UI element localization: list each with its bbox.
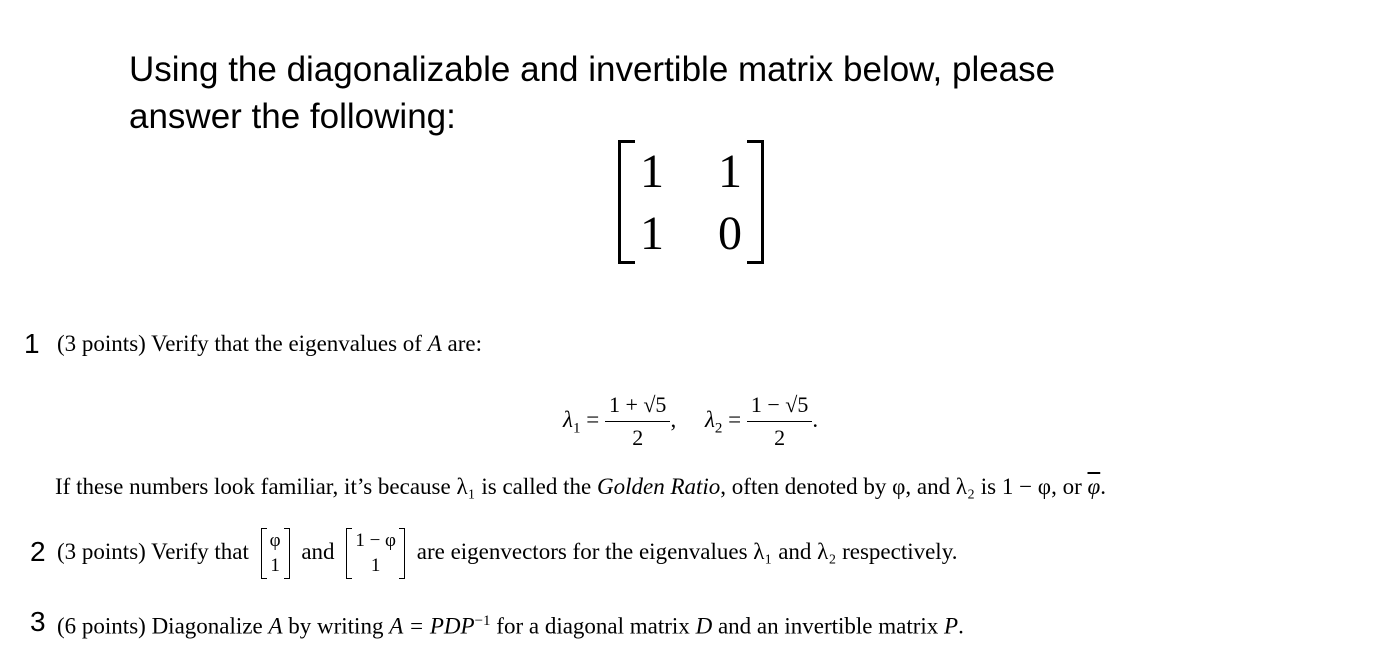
golden-ratio-note [55, 473, 1106, 501]
question-2-text [57, 525, 957, 580]
eigenvector-1 [261, 528, 290, 580]
lambda2-numerator: 1 − √5 [750, 392, 809, 418]
eigenvalue-equation: $\lambda_1$ = $\frac{1 + √5}{2}$ , $\lambda_2$ = $\frac{1 - √5}{2}$ . [563, 392, 819, 451]
note-part-1: If these numbers look familiar, it’s because λ₁ is called the [55, 474, 592, 499]
question-1-number: 1 [24, 328, 40, 359]
question-3-points: (6 points) [57, 613, 146, 639]
note-part-2: , often denoted by φ, and λ₂ is 1 − φ, or [720, 474, 1082, 499]
matrix-cell-1-1: 1 [640, 145, 664, 198]
question-1-var: A [427, 331, 442, 356]
question-2-prompt-end: are eigenvectors for the eigenvalues λ₁ and λ₂ respectively. [416, 539, 958, 564]
matrix-cell-1-2: 1 [718, 145, 742, 198]
lambda1-fraction [605, 392, 670, 451]
question-1-prompt: Verify that the eigenvalues of [151, 331, 422, 356]
question-1-points: (3 points) [57, 331, 146, 356]
question-2-points: (3 points) [57, 539, 146, 564]
heading-line-2: answer the following: [129, 97, 456, 136]
question-2-and: and [301, 539, 335, 564]
lambda1-denominator: 2 [632, 425, 644, 451]
question-3-number: 3 [30, 606, 46, 637]
question-2-number: 2 [30, 536, 46, 567]
lambda2-subscript: 2 [714, 420, 723, 437]
lambda2-fraction [747, 392, 812, 451]
note-golden-ratio: Golden Ratio [596, 474, 721, 499]
lambda2-denominator: 2 [774, 425, 786, 451]
question-3-prompt-3: for a diagonal matrix [496, 613, 690, 639]
matrix-cell-2-1: 1 [640, 207, 664, 260]
question-3-exponent: −1 [474, 613, 491, 629]
heading-line-1: Using the diagonalizable and invertible matrix below, please [129, 50, 1056, 89]
lambda1-symbol: λ [563, 407, 573, 432]
lambda1-subscript: 1 [572, 420, 581, 437]
question-3-prompt-1: Diagonalize [151, 613, 263, 639]
question-1-text [57, 330, 482, 358]
question-1-prompt-end: are: [447, 331, 482, 356]
matrix-a [618, 140, 764, 262]
question-2-prompt: Verify that [151, 539, 249, 564]
eigenvector-2 [346, 528, 405, 580]
heading [129, 46, 1229, 140]
eigenvector-1-top: φ [269, 529, 281, 551]
question-3-text: (6 points) Diagonalize A by writing $A = PDP^{-1}$ for a diagonal matrix D and an invertible matrix P. [57, 613, 964, 639]
matrix-cell-2-2: 0 [718, 207, 742, 260]
question-3-equation: A = PDP [389, 613, 475, 639]
lambda1-numerator: 1 + √5 [608, 392, 667, 418]
lambda2-symbol: λ [704, 407, 715, 432]
question-3-prompt-2: by writing [288, 613, 384, 639]
note-phi-bar: $\overline{\varphi}$ [1087, 474, 1101, 499]
eigenvector-2-top: 1 − φ [355, 529, 396, 551]
note-end: . [1100, 474, 1106, 499]
eigenvector-1-bottom: 1 [270, 554, 280, 576]
eigenvector-2-bottom: 1 [370, 554, 381, 576]
question-3-prompt-4: and an invertible matrix [717, 613, 939, 639]
